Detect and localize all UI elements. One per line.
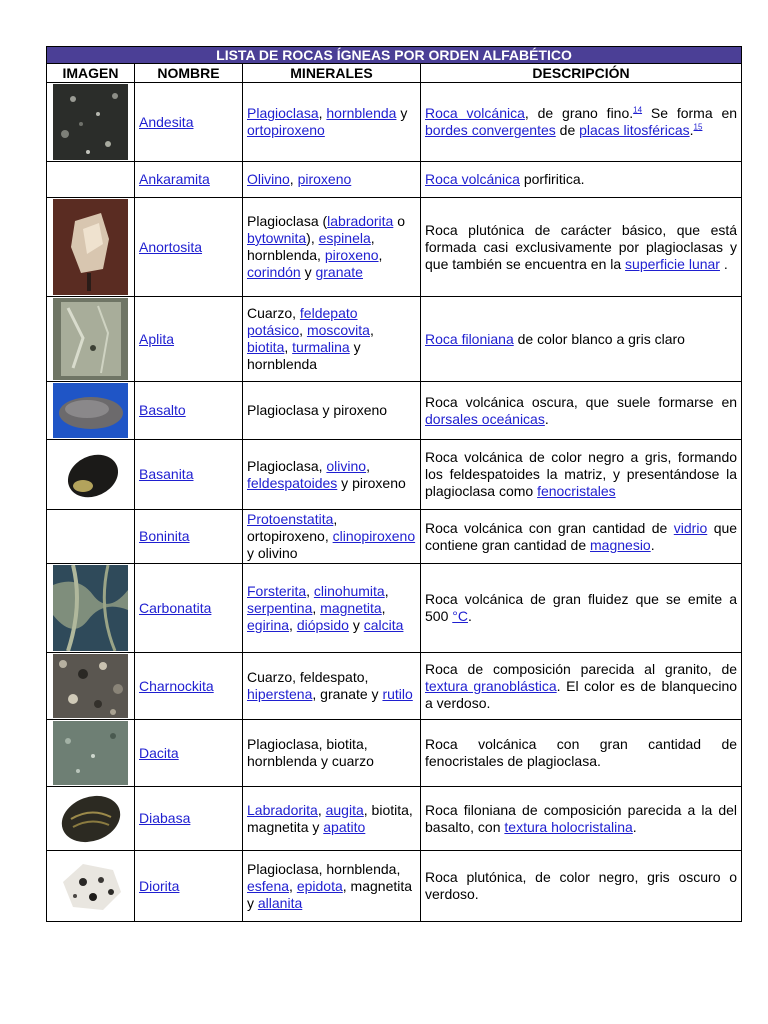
text-segment: Roca plutónica, de color negro, gris oscuro o verdoso.: [425, 869, 738, 902]
text-segment: ,: [318, 105, 327, 121]
minerals-cell: [243, 564, 421, 653]
rock-name-link[interactable]: Ankaramita: [139, 171, 210, 187]
text-link[interactable]: Roca volcánica: [425, 105, 525, 121]
text-link[interactable]: ortopiroxeno: [247, 122, 325, 138]
text-segment: Roca volcánica de color negro a gris, formando los feldespatoides la matriz, y presentándose la plagioclasa como: [425, 449, 738, 499]
minerals-cell: [243, 297, 421, 382]
text-link[interactable]: turmalina: [292, 339, 350, 355]
text-segment: y: [348, 616, 364, 633]
text-link[interactable]: calcita: [363, 616, 404, 633]
text-segment: ),: [306, 230, 319, 246]
table-row: [47, 297, 742, 382]
header-row: [47, 64, 742, 83]
image-cell: [47, 162, 135, 198]
rock-name-link[interactable]: Andesita: [139, 113, 194, 130]
text-segment: Plagioclasa, biotita, hornblenda y cuarzo: [247, 736, 374, 769]
image-cell: [47, 564, 135, 653]
minerals-cell: [243, 510, 421, 564]
text-link[interactable]: 14: [633, 105, 643, 115]
footnote-ref[interactable]: [633, 105, 642, 114]
text-link[interactable]: hornblenda: [326, 105, 397, 121]
rock-name-link[interactable]: Boninita: [139, 528, 190, 544]
rock-name-cell: [135, 198, 243, 297]
header-minerales: MINERALES: [243, 64, 421, 83]
text-segment: de color blanco a gris claro: [513, 330, 685, 347]
image-cell: [47, 297, 135, 382]
text-segment: Roca plutónica de carácter básico, que está formada casi exclusivamente por plagioclasas y que también se encuentra en la: [425, 221, 738, 272]
text-segment: Se forma en: [642, 105, 738, 121]
text-link[interactable]: espinela: [318, 230, 371, 246]
carbonatita-rock-image: [53, 565, 128, 651]
rock-name-cell: [135, 720, 243, 787]
minerals-cell: [243, 198, 421, 297]
text-link[interactable]: dorsales oceánicas: [425, 410, 545, 427]
text-link[interactable]: Olivino: [247, 171, 290, 187]
text-link[interactable]: moscovita: [306, 322, 370, 338]
image-cell: [47, 198, 135, 297]
text-segment: ,: [306, 582, 314, 599]
text-segment: y piroxeno: [337, 474, 406, 491]
text-link[interactable]: piroxeno: [297, 171, 352, 187]
text-link[interactable]: clinopiroxeno: [332, 528, 416, 544]
rock-name-cell: [135, 510, 243, 564]
image-cell: [47, 83, 135, 162]
rock-name-link[interactable]: Anortosita: [139, 238, 203, 255]
rock-name-cell: [135, 382, 243, 440]
text-segment: Roca volcánica de gran fluidez que se emite a 500: [425, 591, 738, 624]
rock-name-cell: [135, 787, 243, 851]
text-segment: porfiritica.: [519, 171, 585, 187]
text-segment: Roca de composición parecida al granito, de: [425, 660, 738, 677]
text-segment: ,: [381, 599, 386, 616]
footnote-ref[interactable]: [694, 122, 703, 131]
text-link[interactable]: piroxeno: [324, 247, 379, 263]
text-segment: , hornblenda,: [247, 230, 375, 263]
rock-name-link[interactable]: Basanita: [139, 466, 194, 482]
text-segment: Plagioclasa, hornblenda,: [247, 860, 401, 877]
text-link[interactable]: augita: [325, 801, 364, 818]
text-segment: Cuarzo,: [247, 305, 300, 321]
text-segment: .: [467, 608, 472, 624]
text-segment: Plagioclasa y piroxeno: [247, 402, 388, 418]
description-cell: [421, 382, 742, 440]
text-segment: ,: [317, 801, 326, 818]
text-segment: ,: [378, 247, 383, 263]
text-segment: .: [650, 536, 655, 553]
text-segment: Roca filoniana de composición parecida a la del basalto, con: [425, 801, 738, 835]
text-link[interactable]: allanita: [257, 894, 303, 911]
text-segment: ,: [384, 582, 389, 599]
minerals-cell: [243, 382, 421, 440]
minerals-cell: [243, 653, 421, 720]
text-segment: Roca volcánica oscura, que suele formarse en: [425, 393, 738, 410]
text-segment: Plagioclasa (: [247, 213, 328, 229]
text-segment: y olivino: [247, 545, 298, 561]
image-cell: [47, 510, 135, 564]
image-cell: [47, 851, 135, 922]
rock-name-link[interactable]: Charnockita: [139, 677, 214, 694]
basanita-rock-image: [53, 442, 128, 508]
text-segment: .: [544, 410, 549, 427]
text-segment: de: [555, 122, 580, 138]
rock-name-cell: [135, 83, 243, 162]
text-segment: ,: [289, 877, 297, 894]
text-link[interactable]: bytownita: [247, 230, 307, 246]
rock-name-cell: [135, 564, 243, 653]
image-cell: [47, 787, 135, 851]
text-segment: Plagioclasa,: [247, 457, 327, 474]
image-cell: [47, 720, 135, 787]
diorita-rock-image: [53, 852, 128, 920]
text-segment: ,: [369, 322, 374, 338]
text-segment: que contiene gran cantidad de: [425, 519, 738, 553]
text-link[interactable]: feldespatoides: [247, 474, 338, 491]
diabasa-rock-image: [53, 789, 128, 849]
description-cell: [421, 440, 742, 510]
text-link[interactable]: hiperstena: [247, 686, 313, 702]
text-link[interactable]: placas litosféricas: [579, 122, 690, 138]
minerals-cell: [243, 83, 421, 162]
description-cell: [421, 510, 742, 564]
table-row: [47, 83, 742, 162]
text-link[interactable]: magnetita: [320, 599, 382, 616]
description-cell: [421, 720, 742, 787]
text-segment: .: [689, 122, 694, 138]
text-segment: ,: [289, 616, 297, 633]
anortosita-rock-image: [53, 199, 128, 295]
table-row: [47, 787, 742, 851]
rock-name-link[interactable]: Diabasa: [139, 810, 191, 826]
table-row: [47, 162, 742, 198]
text-segment: y: [300, 264, 316, 280]
text-link[interactable]: esfena: [247, 877, 290, 894]
text-segment: , magnetita y: [247, 877, 413, 911]
rocks-table: [46, 46, 742, 922]
text-link[interactable]: egirina: [247, 616, 290, 633]
header-imagen: IMAGEN: [47, 64, 135, 83]
table-row: [47, 440, 742, 510]
text-link[interactable]: 15: [693, 122, 703, 132]
minerals-cell: [243, 720, 421, 787]
table-row: [47, 851, 742, 922]
text-segment: ,: [299, 322, 307, 338]
text-link[interactable]: Plagioclasa: [247, 105, 319, 121]
text-link[interactable]: Labradorita: [247, 801, 318, 818]
text-link[interactable]: corindón: [247, 264, 301, 280]
text-link[interactable]: feldepato potásico: [247, 305, 358, 338]
text-link[interactable]: textura granoblástica: [425, 677, 557, 694]
text-link[interactable]: fenocristales: [537, 483, 616, 499]
rock-name-cell: [135, 653, 243, 720]
text-segment: . El color es de blanquecino a verdoso.: [425, 677, 738, 711]
image-cell: [47, 382, 135, 440]
minerals-cell: [243, 162, 421, 198]
rock-name-cell: [135, 162, 243, 198]
text-link[interactable]: clinohumita: [313, 582, 385, 599]
image-cell: [47, 440, 135, 510]
minerals-cell: [243, 440, 421, 510]
text-segment: ,: [284, 339, 293, 355]
rock-name-link[interactable]: Dacita: [139, 744, 179, 761]
text-segment: y hornblenda: [247, 339, 361, 372]
text-segment: ,: [366, 457, 370, 474]
text-link[interactable]: Forsterita: [247, 582, 307, 599]
rock-name-link[interactable]: Diorita: [139, 877, 180, 894]
text-segment: , biotita, magnetita y: [247, 801, 413, 835]
text-link[interactable]: magnesio: [590, 536, 651, 553]
text-link[interactable]: Protoenstatita: [247, 511, 334, 527]
header-nombre: NOMBRE: [135, 64, 243, 83]
text-link[interactable]: apatito: [323, 818, 366, 835]
text-segment: .: [632, 818, 637, 835]
minerals-cell: [243, 787, 421, 851]
rock-name-cell: [135, 297, 243, 382]
title-row: [47, 47, 742, 64]
text-link[interactable]: superficie lunar: [625, 255, 720, 272]
text-link[interactable]: Roca volcánica: [425, 171, 520, 187]
description-cell: [421, 162, 742, 198]
description-cell: [421, 564, 742, 653]
rock-name-link[interactable]: Basalto: [139, 402, 186, 418]
text-segment: Roca volcánica con gran cantidad de fenocristales de plagioclasa.: [425, 736, 738, 769]
text-link[interactable]: textura holocristalina: [504, 818, 633, 835]
text-segment: Roca volcánica con gran cantidad de: [425, 519, 674, 536]
dacita-rock-image: [53, 721, 128, 785]
text-link[interactable]: labradorita: [327, 213, 394, 229]
text-segment: .: [719, 255, 728, 272]
text-link[interactable]: vidrio: [673, 519, 708, 536]
header-descripcion: DESCRIPCIÓN: [421, 64, 742, 83]
table-row: [47, 564, 742, 653]
minerals-cell: [243, 851, 421, 922]
text-link[interactable]: diópsido: [296, 616, 349, 633]
rock-name-cell: [135, 851, 243, 922]
text-link[interactable]: granate: [315, 264, 363, 280]
table-row: [47, 382, 742, 440]
text-segment: Cuarzo, feldespato,: [247, 669, 369, 685]
description-cell: [421, 851, 742, 922]
text-segment: ,: [312, 599, 321, 616]
text-link[interactable]: olivino: [326, 457, 367, 474]
description-cell: [421, 83, 742, 162]
table-row: [47, 653, 742, 720]
text-link[interactable]: biotita: [247, 339, 285, 355]
rock-name-link[interactable]: Carbonatita: [139, 599, 212, 616]
text-link[interactable]: bordes convergentes: [425, 122, 556, 138]
description-cell: [421, 653, 742, 720]
text-link[interactable]: serpentina: [247, 599, 313, 616]
description-cell: [421, 198, 742, 297]
text-segment: y: [396, 105, 408, 121]
charnockita-rock-image: [53, 654, 128, 718]
text-segment: , granate y: [312, 686, 383, 702]
image-cell: [47, 653, 135, 720]
rock-name-link[interactable]: Aplita: [139, 330, 175, 347]
text-link[interactable]: °C: [452, 608, 468, 624]
text-segment: o: [393, 213, 405, 229]
andesita-rock-image: [53, 84, 128, 160]
text-segment: , ortopiroxeno,: [247, 511, 338, 544]
rock-name-cell: [135, 440, 243, 510]
table-row: [47, 720, 742, 787]
table-row: [47, 510, 742, 564]
basalto-rock-image: [53, 383, 128, 438]
text-segment: ,: [289, 171, 298, 187]
table-title: LISTA DE ROCAS ÍGNEAS POR ORDEN ALFABÉTICO: [47, 47, 742, 64]
description-cell: [421, 297, 742, 382]
aplita-rock-image: [53, 298, 128, 380]
text-link[interactable]: epidota: [296, 877, 343, 894]
text-link[interactable]: rutilo: [382, 686, 413, 702]
text-link[interactable]: Roca filoniana: [425, 330, 514, 347]
table-row: [47, 198, 742, 297]
description-cell: [421, 787, 742, 851]
text-segment: , de grano fino.: [524, 105, 634, 121]
